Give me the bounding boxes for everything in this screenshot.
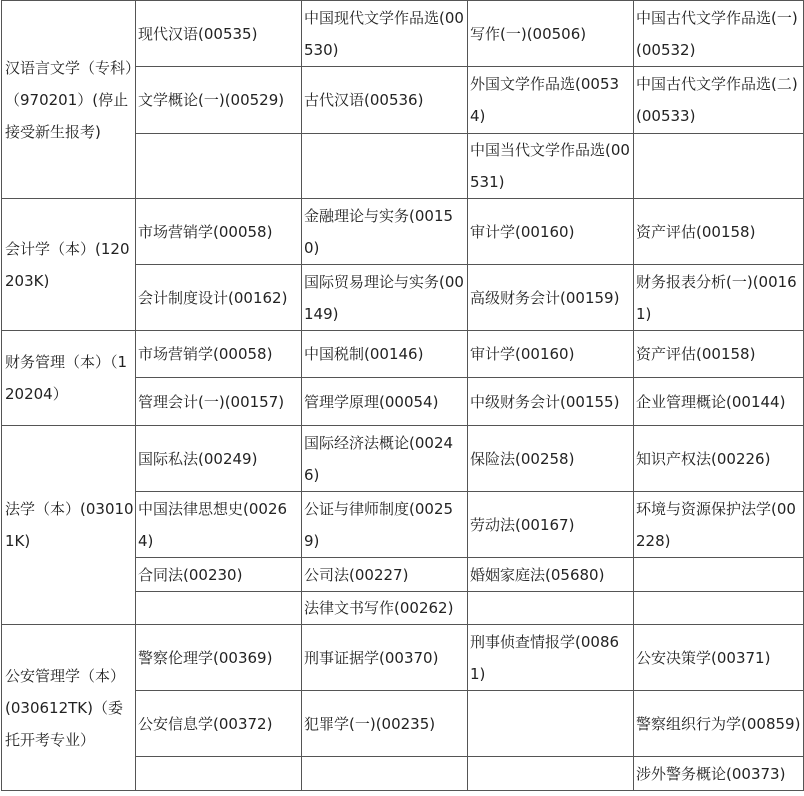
major-cell: 汉语言文学（专科）（970201）(停止接受新生报考) — [2, 1, 136, 199]
table-row — [2, 331, 804, 378]
course-cell: 国际贸易理论与实务(00149) — [302, 265, 468, 331]
course-cell: 审计学(00160) — [468, 199, 634, 265]
course-cell: 中国法律思想史(00264) — [136, 492, 302, 558]
course-cell — [136, 592, 302, 625]
course-cell: 犯罪学(一)(00235) — [302, 691, 468, 757]
course-cell: 资产评估(00158) — [634, 199, 804, 265]
course-cell: 警察伦理学(00369) — [136, 625, 302, 691]
table-row — [2, 426, 804, 492]
course-cell: 国际私法(00249) — [136, 426, 302, 492]
course-cell: 环境与资源保护法学(00228) — [634, 492, 804, 558]
course-cell: 外国文学作品选(00534) — [468, 67, 634, 134]
major-cell: 公安管理学（本）(030612TK)（委托开考专业） — [2, 625, 136, 791]
course-cell: 写作(一)(00506) — [468, 1, 634, 67]
course-cell: 中国税制(00146) — [302, 331, 468, 378]
course-cell: 管理会计(一)(00157) — [136, 378, 302, 426]
course-cell: 市场营销学(00058) — [136, 331, 302, 378]
course-cell: 会计制度设计(00162) — [136, 265, 302, 331]
table-row — [2, 1, 804, 67]
course-cell: 公安决策学(00371) — [634, 625, 804, 691]
course-cell — [634, 592, 804, 625]
course-table-body — [2, 1, 804, 791]
major-cell: 会计学（本）(120203K) — [2, 199, 136, 331]
course-cell: 现代汉语(00535) — [136, 1, 302, 67]
course-cell: 保险法(00258) — [468, 426, 634, 492]
course-cell: 公证与律师制度(00259) — [302, 492, 468, 558]
course-cell: 企业管理概论(00144) — [634, 378, 804, 426]
course-cell — [136, 134, 302, 199]
course-cell: 中级财务会计(00155) — [468, 378, 634, 426]
course-cell: 高级财务会计(00159) — [468, 265, 634, 331]
course-cell — [136, 757, 302, 791]
course-cell: 法律文书写作(00262) — [302, 592, 468, 625]
course-cell — [468, 757, 634, 791]
course-cell: 警察组织行为学(00859) — [634, 691, 804, 757]
course-cell — [468, 691, 634, 757]
course-cell: 审计学(00160) — [468, 331, 634, 378]
course-cell — [634, 134, 804, 199]
course-cell: 合同法(00230) — [136, 558, 302, 592]
course-cell: 劳动法(00167) — [468, 492, 634, 558]
table-row — [2, 199, 804, 265]
major-cell: 法学（本）(030101K) — [2, 426, 136, 625]
course-cell: 管理学原理(00054) — [302, 378, 468, 426]
course-cell: 婚姻家庭法(05680) — [468, 558, 634, 592]
course-cell: 资产评估(00158) — [634, 331, 804, 378]
major-cell: 财务管理（本）（120204） — [2, 331, 136, 426]
course-table — [1, 0, 804, 791]
course-cell: 刑事证据学(00370) — [302, 625, 468, 691]
course-cell — [302, 757, 468, 791]
course-cell: 文学概论(一)(00529) — [136, 67, 302, 134]
course-cell: 财务报表分析(一)(00161) — [634, 265, 804, 331]
table-row — [2, 625, 804, 691]
course-cell: 金融理论与实务(00150) — [302, 199, 468, 265]
course-cell: 中国现代文学作品选(00530) — [302, 1, 468, 67]
course-cell — [634, 558, 804, 592]
course-cell: 知识产权法(00226) — [634, 426, 804, 492]
course-cell: 国际经济法概论(00246) — [302, 426, 468, 492]
course-cell: 刑事侦查情报学(00861) — [468, 625, 634, 691]
course-cell: 公安信息学(00372) — [136, 691, 302, 757]
course-cell — [302, 134, 468, 199]
course-cell — [468, 592, 634, 625]
course-cell: 公司法(00227) — [302, 558, 468, 592]
course-cell: 市场营销学(00058) — [136, 199, 302, 265]
course-cell: 中国古代文学作品选(二)(00533) — [634, 67, 804, 134]
course-cell: 古代汉语(00536) — [302, 67, 468, 134]
course-cell: 中国当代文学作品选(00531) — [468, 134, 634, 199]
course-cell: 涉外警务概论(00373) — [634, 757, 804, 791]
course-cell: 中国古代文学作品选(一)(00532) — [634, 1, 804, 67]
